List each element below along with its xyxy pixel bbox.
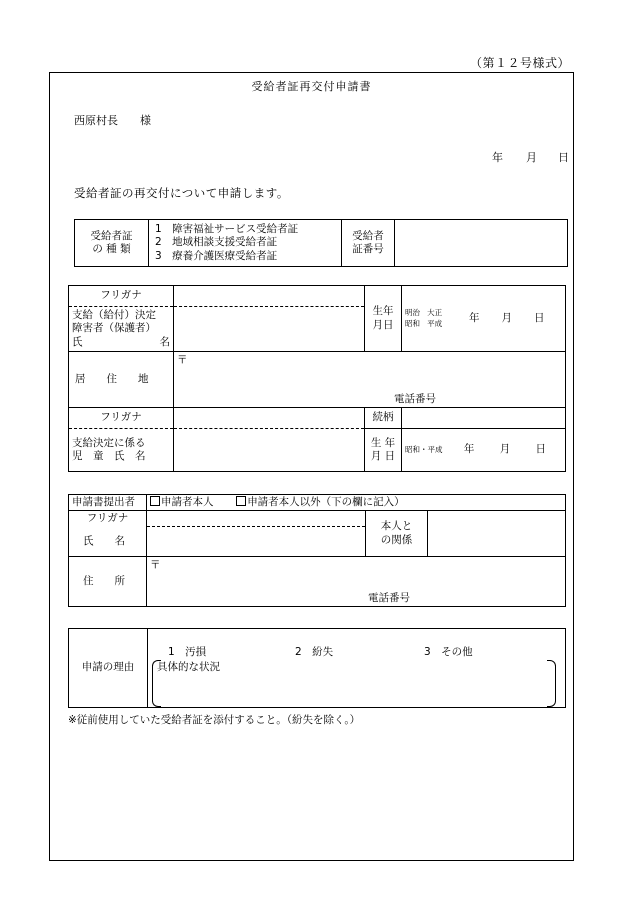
form-number: （第１２号様式） [470,56,571,70]
applicant-name-field[interactable] [174,307,365,352]
intro-text: 受給者証の再交付について申請します。 [74,186,289,200]
cert-type-label-line2: の 種 類 [92,243,131,255]
address-postal-mark: 〒 [177,354,188,366]
era-showa[interactable]: 昭和 [405,318,420,328]
attachment-note: ※従前使用していた受給者証を添付すること。（紛失を除く。） [68,714,361,726]
reason-detail-label: 具体的な状況 [157,661,220,673]
submitter-options [147,495,566,511]
child-furigana-label: フリガナ [69,408,174,429]
birth-day-label: 日 [534,311,545,324]
era-heisei[interactable]: 平成 [427,318,443,328]
applicant-name-label-line1: 支給（給付）決定 [72,309,156,322]
submitter-other-label: 申請者本人以外（下の欄に記入） [247,495,405,508]
reason-table [68,628,566,708]
applicant-name-label [69,307,174,352]
cert-type-option[interactable]: 3 療養介護医療受給者証 [155,249,278,262]
child-birth-month-label: 月 [499,443,511,456]
birth-month-label: 月 [501,311,512,324]
child-furigana-field[interactable] [174,408,365,429]
applicant-birth-field[interactable] [402,286,566,352]
relation-label: 続柄 [365,408,402,429]
child-birth-label-line1: 生 年 [370,436,396,449]
reason-label: 申請の理由 [69,629,148,708]
child-birth-label-line2: 月 日 [370,450,396,462]
addressee: 西原村長 様 [74,114,151,127]
submitter-label: 申請書提出者 [69,495,147,511]
submitter-postal-mark: 〒 [150,559,161,571]
child-era[interactable]: 昭和・平成 [405,445,443,455]
submitter-phone-label: 電話番号 [368,591,410,604]
applicant-name-label-line3b: 名 [159,335,170,348]
era-meiji[interactable]: 明治 [405,308,420,317]
submitter-name-label: 氏 名 [69,527,147,557]
submitter-furigana-field[interactable] [147,511,366,527]
submitter-relation-line1: 本人と [380,520,413,533]
form-title: 受給者証再交付申請書 [251,80,372,93]
cert-type-option[interactable]: 2 地域相談支援受給者証 [155,236,278,249]
applicant-furigana-field[interactable] [174,286,365,307]
reason-option-soiled[interactable]: 1 汚損 [168,646,207,658]
reason-option-lost[interactable]: 2 紛失 [295,646,334,658]
applicant-birth-label-line1: 生年 [372,305,394,318]
era-taisho[interactable]: 大正 [427,308,443,317]
cert-number-field[interactable] [395,220,568,267]
submitter-relation-field[interactable] [428,511,566,557]
submitter-furigana-label: フリガナ [69,511,147,527]
applicant-name-label-line2: 障害者（保護者） [72,322,156,335]
submitter-address-field[interactable] [147,557,566,607]
birth-year-label: 年 [469,311,480,324]
cert-number-label-line2: 証番号 [352,243,384,255]
relation-field[interactable] [402,408,566,429]
reason-field [148,629,566,708]
submitter-relation-line2: の関係 [380,533,413,546]
address-phone-label: 電話番号 [394,392,436,405]
submitter-self-checkbox[interactable] [150,496,160,506]
cert-type-label [75,220,149,267]
child-birth-label [365,429,402,472]
reason-option-other[interactable]: 3 その他 [424,646,473,658]
submitter-name-field[interactable] [147,527,366,557]
applicant-birth-label [365,286,402,352]
child-name-label-line1: 支給決定に係る [72,436,146,449]
cert-type-option[interactable]: 1 障害福祉サービス受給者証 [155,223,299,236]
submitter-address-label: 住 所 [69,557,147,607]
address-label: 居 住 地 [69,352,174,408]
submitter-other-checkbox[interactable] [236,496,246,506]
applicant-table [68,285,566,472]
child-name-label-line2: 児 童 氏 名 [72,450,146,462]
applicant-furigana-label: フリガナ [69,286,174,307]
cert-type-options[interactable] [149,220,342,267]
detail-bracket-right [547,660,556,707]
child-name-field[interactable] [174,429,365,472]
date-month-label: 月 [526,151,537,164]
applicant-birth-label-line2: 月日 [372,318,394,331]
cert-number-label-line1: 受給者 [352,229,384,242]
certificate-type-table [74,219,568,267]
submitter-relation-label [366,511,428,557]
child-birth-day-label: 日 [535,443,547,456]
date-year-label: 年 [492,151,503,164]
submitter-self-label: 申請者本人 [161,495,214,508]
cert-type-label-line1: 受給者証 [90,229,133,242]
reason-detail-field[interactable] [162,674,542,704]
date-day-label: 日 [558,151,569,164]
child-birth-year-label: 年 [463,443,475,456]
submitter-table [68,494,566,607]
applicant-name-label-line3a: 氏 [72,335,83,348]
child-name-label [69,429,174,472]
cert-number-label [342,220,395,267]
address-field[interactable] [174,352,566,408]
child-birth-field[interactable] [402,429,566,472]
